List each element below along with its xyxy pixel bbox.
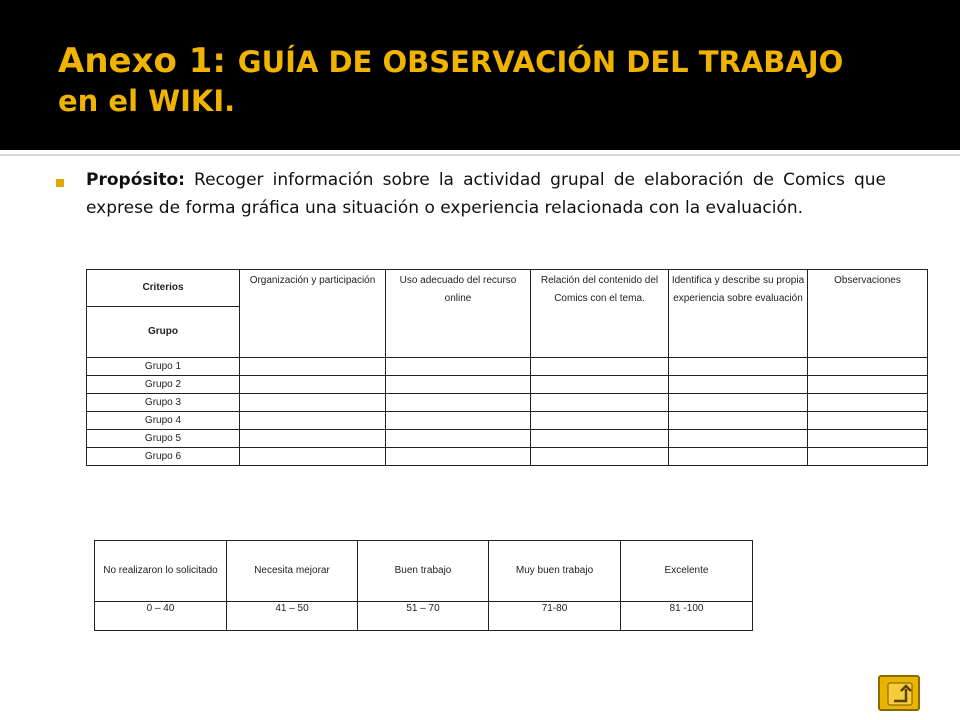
slide-content (0, 150, 960, 720)
group-cell: Grupo 2 (87, 376, 240, 394)
scale-header: Necesita mejorar (227, 541, 358, 602)
table-header-row (87, 270, 928, 307)
scale-range-row (95, 602, 753, 621)
observation-table (86, 269, 928, 466)
title-bar (0, 0, 960, 150)
scale-range: 0 – 40 (95, 602, 227, 621)
divider (0, 154, 960, 156)
title-part-wiki: en el WIKI. (58, 83, 236, 118)
group-header: Grupo (87, 307, 240, 358)
table-row (87, 448, 928, 466)
column-header: Identifica y describe su propia experiencia sobre evaluación (669, 270, 808, 358)
group-cell: Grupo 3 (87, 394, 240, 412)
group-cell: Grupo 5 (87, 430, 240, 448)
group-cell: Grupo 6 (87, 448, 240, 466)
scale-table (94, 540, 753, 631)
scale-range: 51 – 70 (358, 602, 489, 621)
column-header: Uso adecuado del recurso online (386, 270, 531, 358)
return-button[interactable] (878, 675, 920, 711)
table-row (87, 430, 928, 448)
scale-header: Excelente (621, 541, 753, 602)
title-part-annex: Anexo 1: (58, 41, 238, 81)
scale-range: 81 -100 (621, 602, 753, 621)
slide-title (58, 40, 938, 119)
column-header: Relación del contenido del Comics con el tema. (531, 270, 669, 358)
table-row (87, 358, 928, 376)
purpose-label: Propósito: (86, 170, 185, 190)
scale-header: Buen trabajo (358, 541, 489, 602)
table-row (87, 376, 928, 394)
column-header: Organización y participación (240, 270, 386, 358)
group-cell: Grupo 4 (87, 412, 240, 430)
scale-header: Muy buen trabajo (489, 541, 621, 602)
group-cell: Grupo 1 (87, 358, 240, 376)
scale-range: 71-80 (489, 602, 621, 621)
column-header: Observaciones (808, 270, 928, 358)
scale-header-row (95, 541, 753, 602)
bullet-icon (56, 179, 64, 187)
table-row (87, 412, 928, 430)
scale-header: No realizaron lo solicitado (95, 541, 227, 602)
scale-range: 41 – 50 (227, 602, 358, 621)
purpose-paragraph (86, 166, 886, 222)
purpose-text: Recoger información sobre la actividad grupal de elaboración de Comics que exprese de forma gráfica una situación o experiencia relacionada con la evaluación. (86, 170, 886, 218)
table-row (87, 394, 928, 412)
return-arrow-icon (886, 681, 914, 707)
title-part-guide: GUÍA DE OBSERVACIÓN DEL TRABAJO (237, 45, 844, 79)
criteria-header: Criterios (87, 270, 240, 307)
